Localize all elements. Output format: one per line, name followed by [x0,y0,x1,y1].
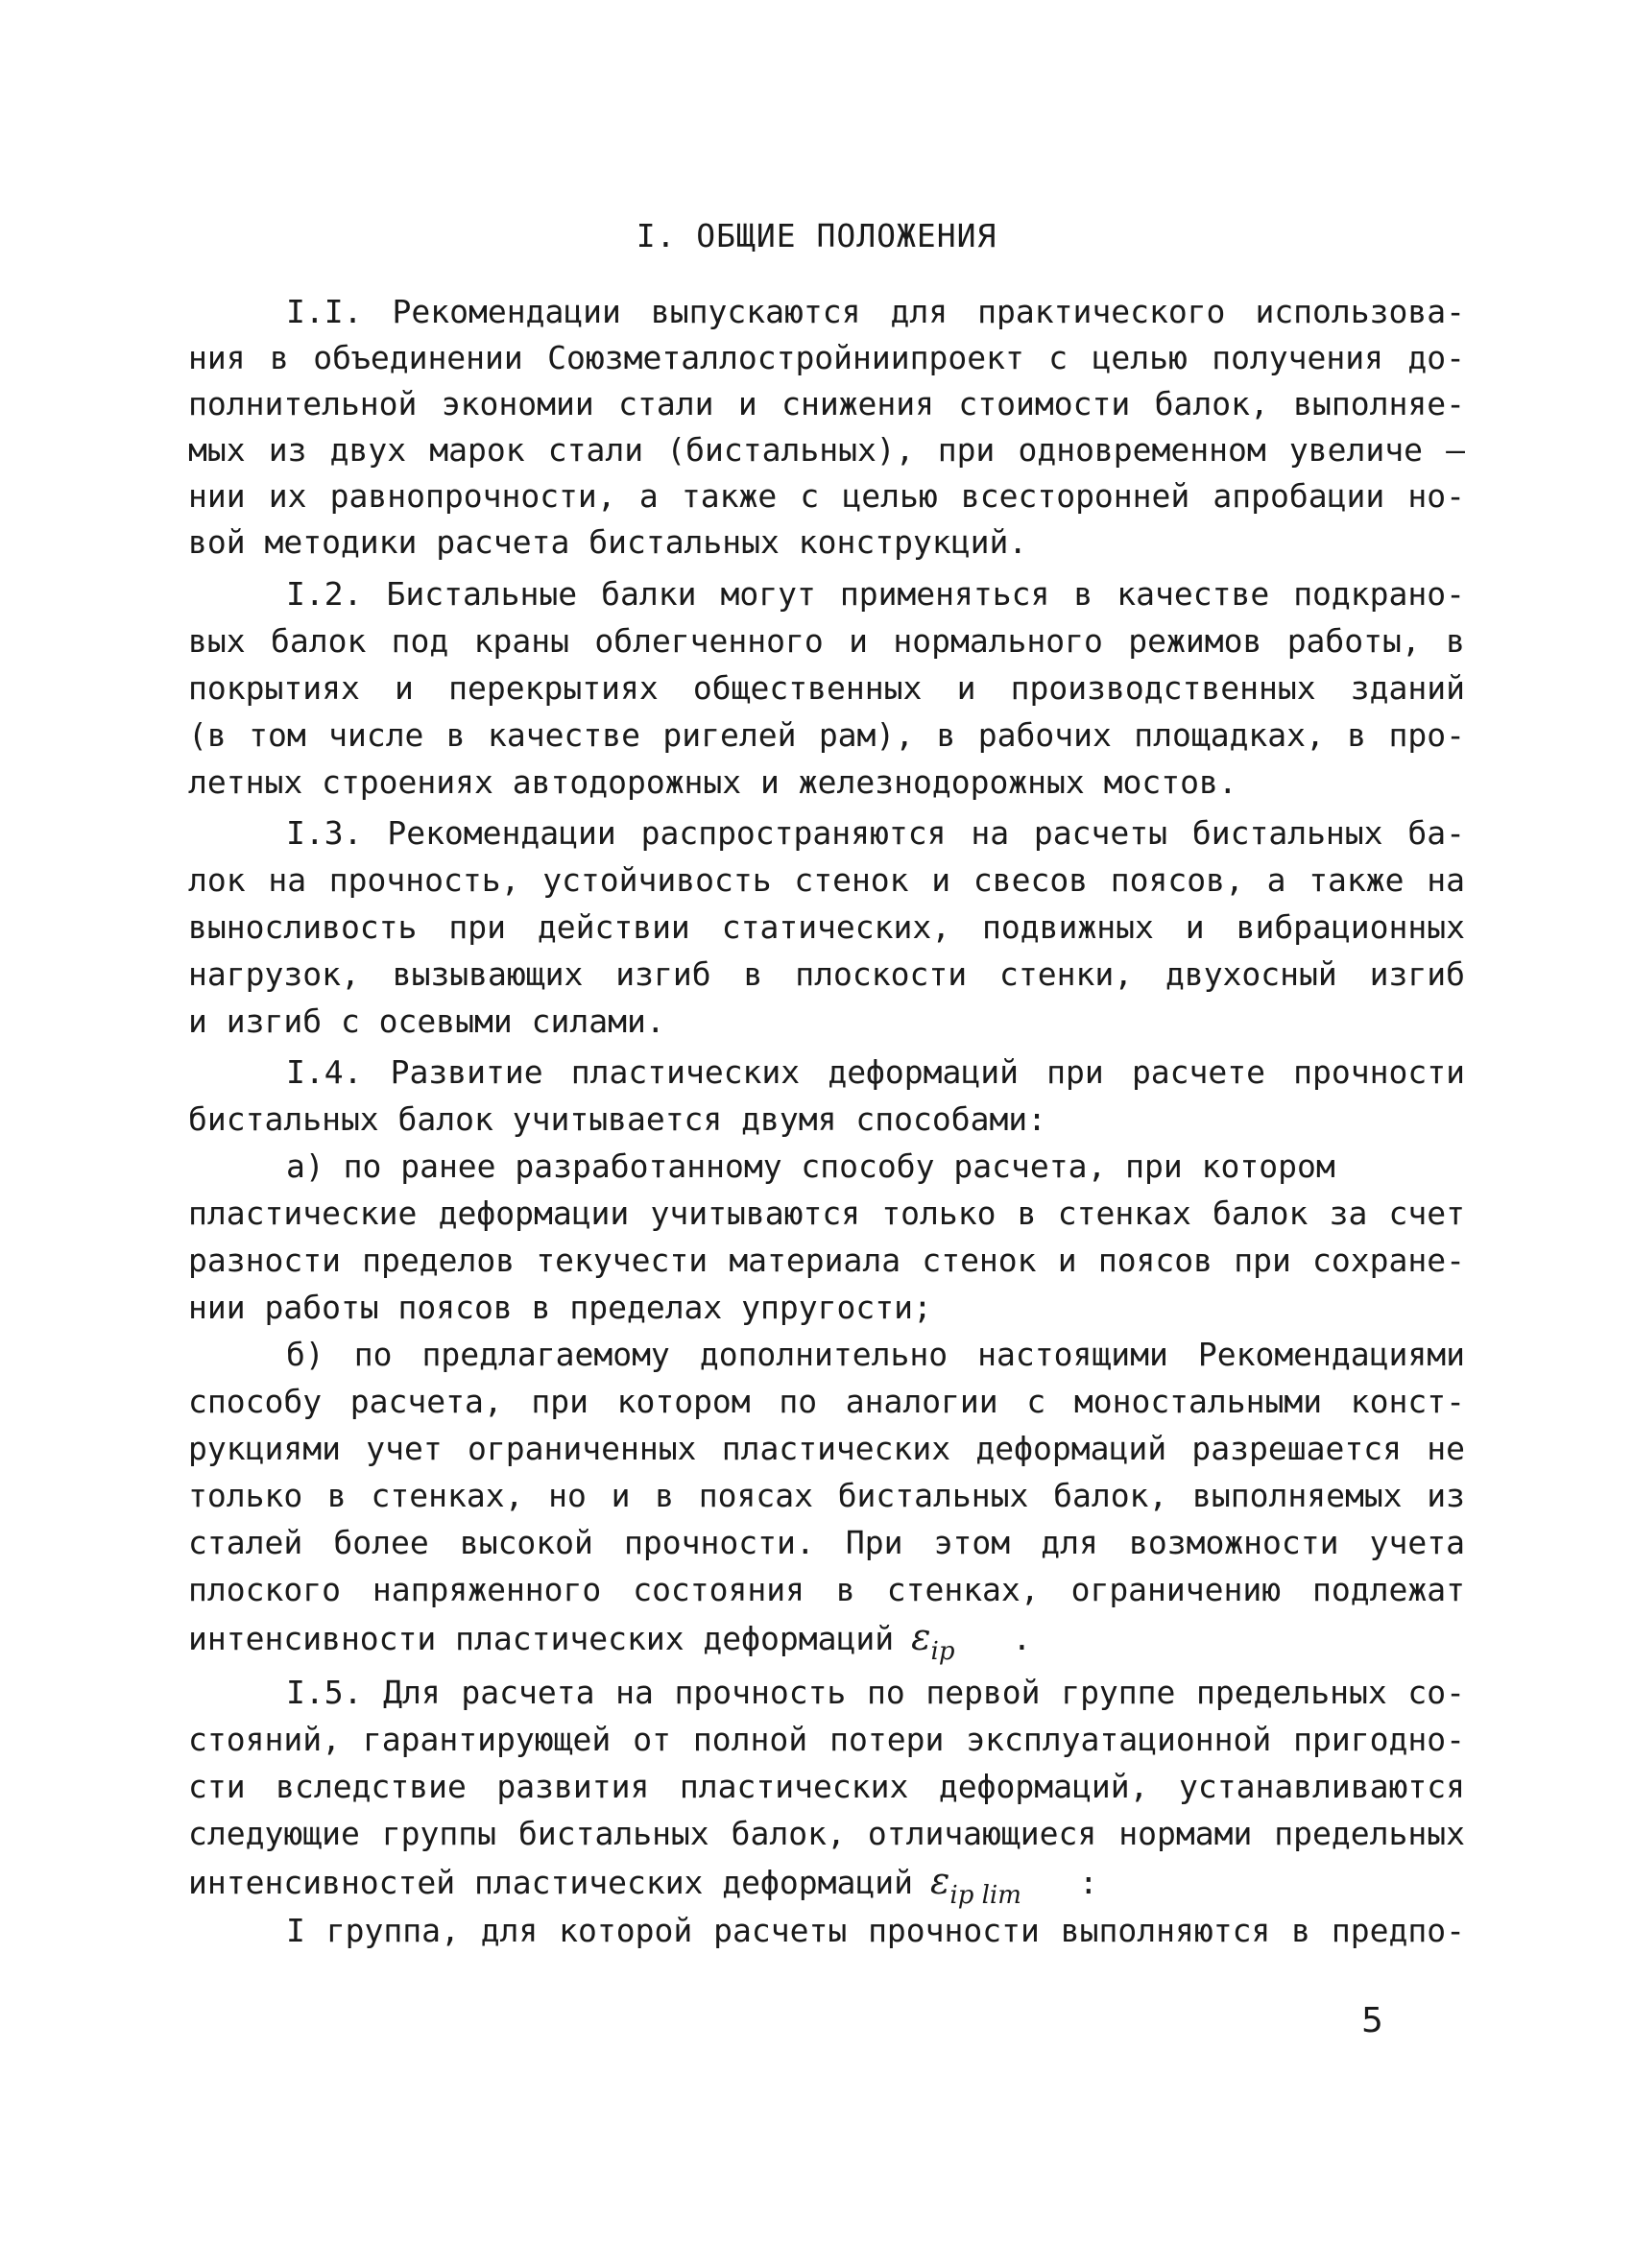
text-line: ния в объединении Союзметаллостройниипроект с целью получения до- [188,339,1465,376]
text-line: бистальных балок учитывается двумя способами: [188,1100,1047,1138]
text-line: I.4. Развитие пластических деформаций при расчете прочности [286,1053,1465,1091]
text-line: вых балок под краны облегченного и нормального режимов работы, в [188,622,1465,660]
formula-trailing-punctuation: : [1078,1864,1098,1901]
text-line: а) по ранее разработанному способу расчета, при котором [286,1147,1335,1185]
text-line: способу расчета, при котором по аналогии с моностальными конст- [188,1383,1465,1420]
text-line: I.3. Рекомендации распространяются на расчеты бистальных ба- [286,814,1465,852]
text-fragment: интенсивности пластических деформаций [188,1620,895,1657]
page-number: 5 [1361,2001,1383,2040]
text-line: полнительной экономии стали и снижения стоимости балок, выполняе- [188,385,1465,422]
text-line: лок на прочность, устойчивость стенок и свесов поясов, а также на [188,861,1465,899]
text-line: нии работы поясов в пределах упругости; [188,1289,932,1326]
formula-trailing-punctuation: . [1012,1620,1032,1657]
text-line-with-formula [188,1857,1465,1910]
text-line: I.5. Для расчета на прочность по первой группе предельных со- [286,1674,1465,1711]
text-line: разности пределов текучести материала стенок и поясов при сохране- [188,1242,1465,1279]
text-line: плоского напряженного состояния в стенках, ограничению подлежат [188,1571,1465,1608]
text-line: покрытиях и перекрытиях общественных и производственных зданий [188,669,1465,707]
text-line: стояний, гарантирующей от полной потери эксплуатационной пригодно- [188,1721,1465,1758]
text-line: пластические деформации учитываются только в стенках балок за счет [188,1194,1465,1232]
text-line: летных строениях автодорожных и железнодорожных мостов. [188,763,1237,801]
formula-subscript: ip lim [949,1881,1021,1910]
formula-base: ε [929,1860,950,1902]
text-line: сти вследствие развития пластических деформаций, устанавливаются [188,1768,1465,1805]
text-line: I группа, для которой расчеты прочности выполняются в предпо- [286,1912,1465,1949]
section-heading: I. ОБЩИЕ ПОЛОЖЕНИЯ [636,217,997,254]
text-line: выносливость при действии статических, подвижных и вибрационных [188,908,1465,946]
text-line: (в том числе в качестве ригелей рам), в рабочих площадках, в про- [188,716,1465,754]
formula-base: ε [911,1616,931,1658]
formula-epsilon-ip-lim [929,1860,1021,1910]
text-line: нагрузок, вызывающих изгиб в плоскости стенки, двухосный изгиб [188,955,1465,993]
text-line: сталей более высокой прочности. При этом для возможности учета [188,1524,1465,1561]
text-line: мых из двух марок стали (бистальных), при одновременном увеличе – [188,431,1465,469]
text-line: следующие группы бистальных балок, отличающиеся нормами предельных [188,1815,1465,1852]
formula-subscript: ip [930,1637,955,1666]
text-line: рукциями учет ограниченных пластических деформаций разрешается не [188,1430,1465,1467]
text-line: б) по предлагаемому дополнительно настоящими Рекомендациями [286,1336,1465,1373]
text-fragment: интенсивностей пластических деформаций [188,1864,913,1901]
text-line: I.I. Рекомендации выпускаются для практического использова- [286,293,1465,330]
text-line: и изгиб с осевыми силами. [188,1002,665,1040]
text-line: I.2. Бистальные балки могут применяться в качестве подкрано- [286,575,1465,613]
formula-epsilon-ip [911,1616,955,1666]
text-line: нии их равнопрочности, а также с целью всесторонней апробации но- [188,477,1465,515]
text-line: только в стенках, но и в поясах бистальных балок, выполняемых из [188,1477,1465,1514]
text-line-with-formula [188,1613,1465,1666]
text-line: вой методики расчета бистальных конструкций. [188,523,1028,561]
